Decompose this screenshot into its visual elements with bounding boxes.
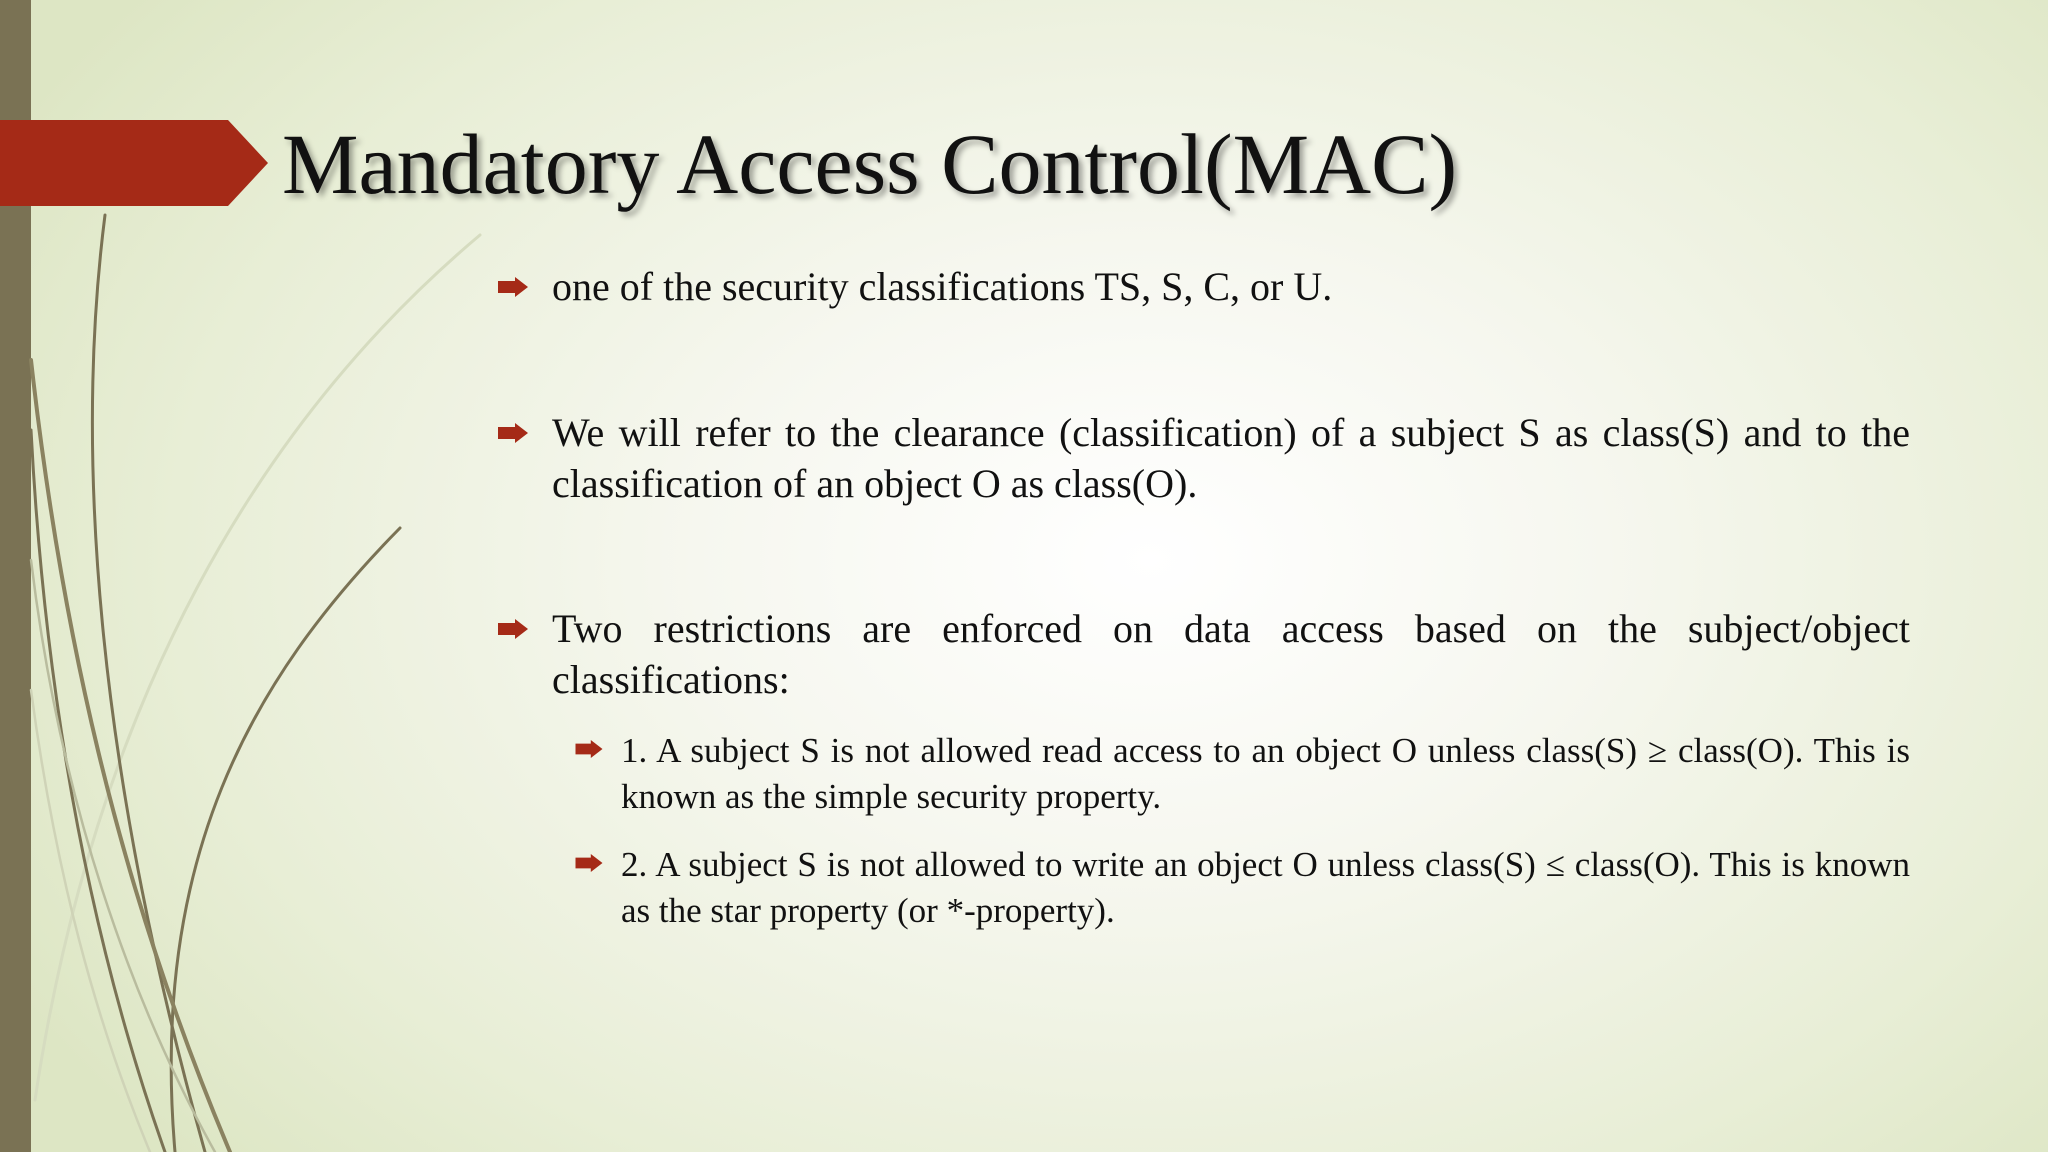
- bullet-text: We will refer to the clearance (classification) of a subject S as class(S) and to the classification of an object O as class(O).: [552, 410, 1910, 506]
- arrow-bullet-icon: [575, 854, 603, 872]
- slide-title: Mandatory Access Control(MAC): [282, 116, 1458, 212]
- sub-bullet-text: 1. A subject S is not allowed read access to an object O unless class(S) ≥ class(O). This is known as the simple security property.: [621, 731, 1910, 816]
- bullet-item: [498, 407, 1910, 509]
- bullet-text: Two restrictions are enforced on data access based on the subject/object classifications:: [552, 606, 1910, 702]
- sub-bullet-item: [575, 728, 1910, 820]
- sub-bullet-text: 2. A subject S is not allowed to write an object O unless class(S) ≤ class(O). This is known as the star property (or *-property).: [621, 845, 1910, 930]
- arrow-bullet-icon: [498, 619, 528, 639]
- bullet-item: [498, 603, 1910, 705]
- arrow-bullet-icon: [498, 423, 528, 443]
- arrow-bullet-icon: [575, 740, 603, 758]
- sub-bullet-item: [575, 842, 1910, 934]
- title-accent-arrow: [0, 120, 268, 206]
- bullet-item: [498, 261, 1910, 312]
- bullet-text: one of the security classifications TS, S, C, or U.: [552, 264, 1333, 309]
- arrow-bullet-icon: [498, 277, 528, 297]
